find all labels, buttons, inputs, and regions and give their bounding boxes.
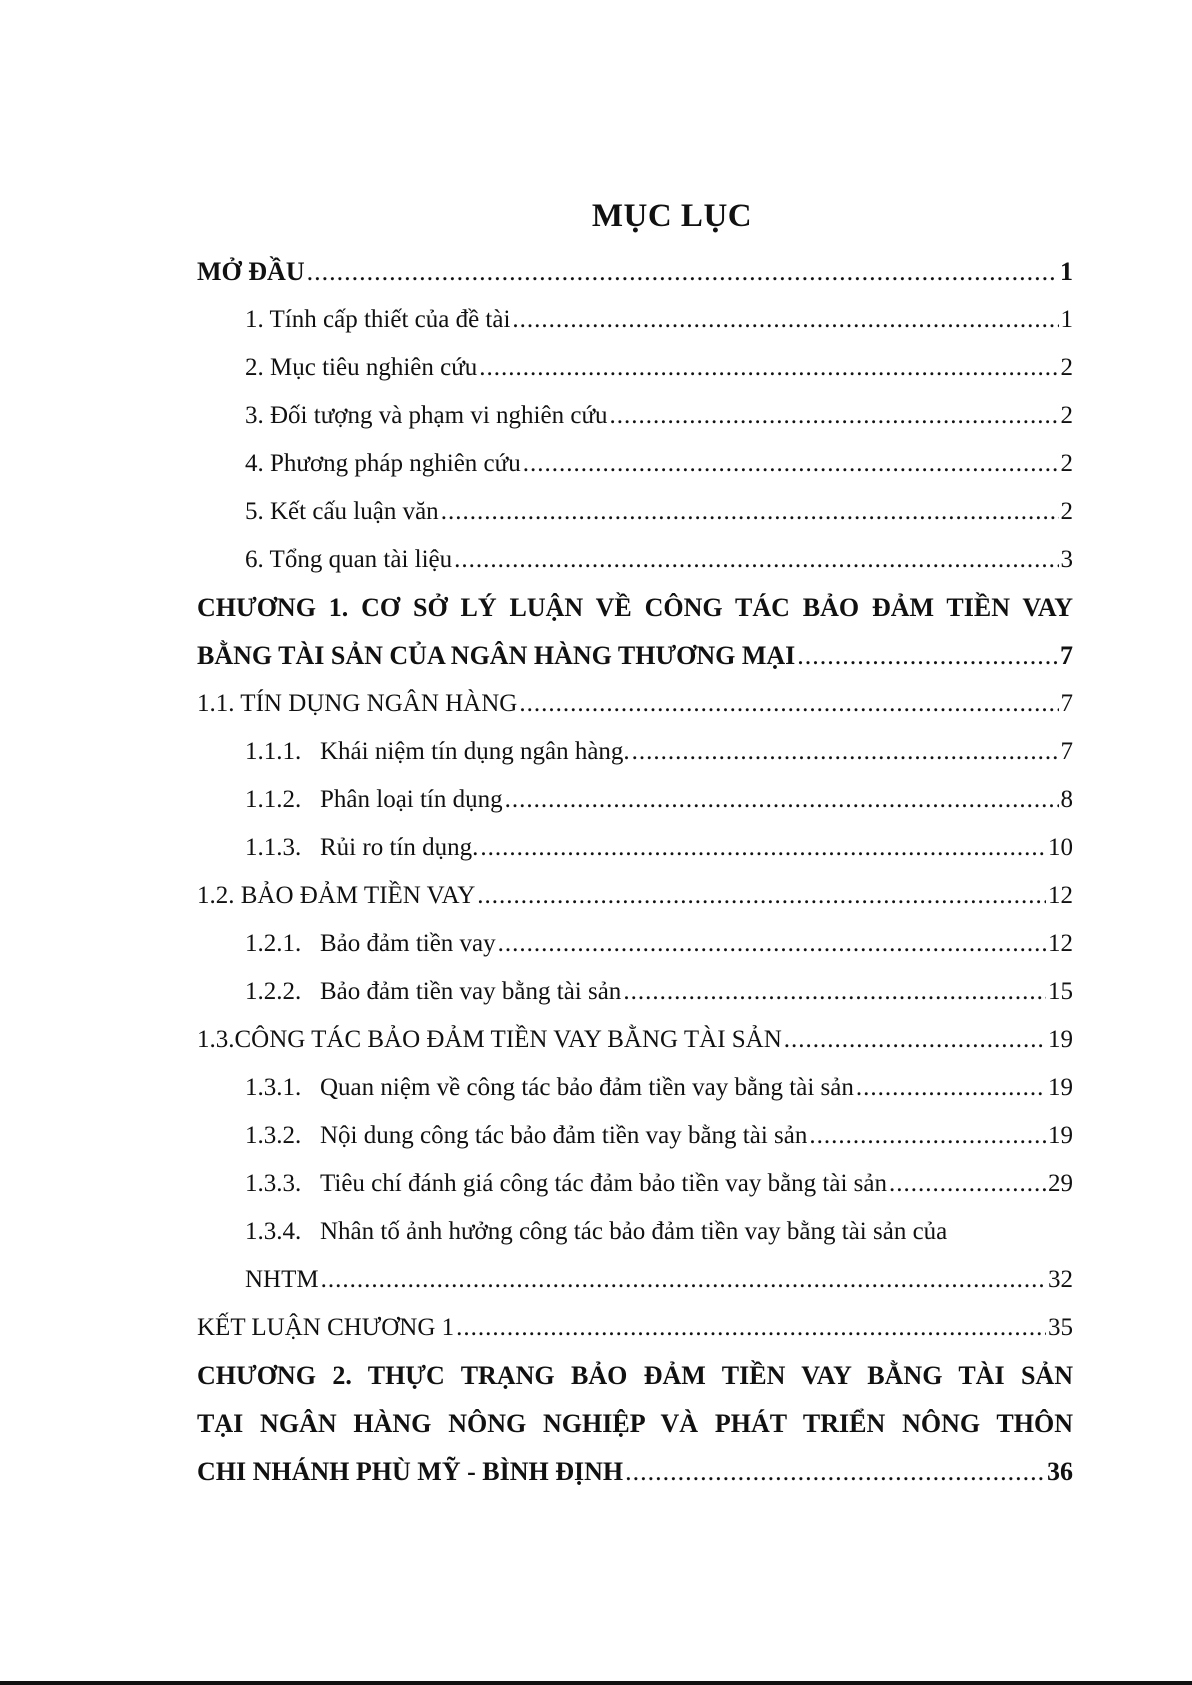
- toc-page-number: 7: [1060, 641, 1073, 670]
- leader-dots: [809, 1112, 1046, 1160]
- leader-dots: [479, 344, 1058, 392]
- toc-entry: [197, 392, 1073, 440]
- toc-entry-label: MỞ ĐẦU: [197, 257, 305, 286]
- toc-entry-label: Rủi ro tín dụng.: [320, 834, 479, 861]
- toc-entry-label: NHTM: [245, 1266, 319, 1293]
- toc-entry-label: Phân loại tín dụng: [320, 786, 503, 813]
- toc-entry: [197, 680, 1073, 728]
- toc-entry-label: BẰNG TÀI SẢN CỦA NGÂN HÀNG THƯƠNG MẠI: [197, 641, 796, 670]
- toc-title: MỤC LỤC: [591, 198, 753, 234]
- leader-dots: [512, 296, 1058, 344]
- toc-entry-label: 1.3.CÔNG TÁC BẢO ĐẢM TIỀN VAY BẰNG TÀI SẢN: [197, 1026, 782, 1053]
- toc-entry: [197, 440, 1073, 488]
- toc-page-number: 8: [1060, 786, 1073, 813]
- toc-page-number: 2: [1060, 450, 1073, 477]
- leader-dots: [456, 1304, 1046, 1352]
- toc-entry: [197, 1064, 1073, 1112]
- leader-dots: [632, 728, 1059, 776]
- toc-entry: [197, 344, 1073, 392]
- toc-section-number: 1.3.4.: [245, 1218, 302, 1245]
- toc-entry-label: Bảo đảm tiền vay: [320, 930, 496, 957]
- toc-section-number: 1.3.2.: [245, 1122, 302, 1149]
- toc-entry-label: Khái niệm tín dụng ngân hàng.: [320, 738, 630, 765]
- toc-page-number: 19: [1048, 1026, 1073, 1053]
- leader-dots: [623, 968, 1046, 1016]
- toc-entry: [197, 728, 1073, 776]
- table-of-contents: [197, 190, 1073, 1496]
- toc-entry-line: [197, 1208, 1073, 1256]
- toc-page-number: 36: [1047, 1457, 1073, 1486]
- leader-dots: [523, 440, 1059, 488]
- toc-chapter-heading-line: TẠI NGÂN HÀNG NÔNG NGHIỆP VÀ PHÁT TRIỂN NÔNG THÔN: [197, 1409, 1073, 1438]
- toc-entry-label: 3. Đối tượng và phạm vi nghiên cứu: [245, 402, 608, 429]
- leader-dots: [480, 824, 1046, 872]
- leader-dots: [498, 920, 1046, 968]
- leader-dots: [625, 1448, 1045, 1496]
- toc-section-number: 1.1.1.: [245, 738, 302, 765]
- toc-entry-label: 1. Tính cấp thiết của đề tài: [245, 306, 511, 333]
- leader-dots: [519, 680, 1058, 728]
- toc-entry-label: Tiêu chí đánh giá công tác đảm bảo tiền vay bằng tài sản: [320, 1170, 887, 1197]
- toc-entry: [197, 488, 1073, 536]
- leader-dots: [307, 248, 1058, 296]
- toc-entry-label: 4. Phương pháp nghiên cứu: [245, 450, 521, 477]
- toc-page-number: 19: [1048, 1074, 1073, 1101]
- toc-page-number: 7: [1060, 690, 1073, 717]
- toc-entry-label: 2. Mục tiêu nghiên cứu: [245, 354, 478, 381]
- toc-page-number: 7: [1060, 738, 1073, 765]
- toc-page-number: 35: [1048, 1314, 1073, 1341]
- toc-page-number: 19: [1048, 1122, 1073, 1149]
- toc-entry-label: Quan niệm về công tác bảo đảm tiền vay bằng tài sản: [320, 1074, 854, 1101]
- toc-entry: [197, 1016, 1073, 1064]
- toc-entry-label: 5. Kết cấu luận văn: [245, 498, 439, 525]
- toc-entry-label: 1.1. TÍN DỤNG NGÂN HÀNG: [197, 690, 518, 717]
- leader-dots: [797, 632, 1058, 680]
- leader-dots: [610, 392, 1059, 440]
- toc-page-number: 12: [1048, 930, 1073, 957]
- toc-page-number: 2: [1060, 402, 1073, 429]
- toc-entry-label: CHI NHÁNH PHÙ MỸ - BÌNH ĐỊNH: [197, 1457, 624, 1486]
- toc-entry-label: Bảo đảm tiền vay bằng tài sản: [320, 978, 622, 1005]
- toc-entry-label: Nội dung công tác bảo đảm tiền vay bằng tài sản: [320, 1122, 808, 1149]
- toc-page-number: 10: [1048, 834, 1073, 861]
- toc-section-number: 1.3.3.: [245, 1170, 302, 1197]
- toc-entry: [197, 1304, 1073, 1352]
- toc-entry: [197, 776, 1073, 824]
- leader-dots: [784, 1016, 1046, 1064]
- toc-entry: [197, 1448, 1073, 1496]
- toc-page-number: 1: [1060, 257, 1073, 286]
- toc-page-number: 3: [1060, 546, 1073, 573]
- toc-entry-label: KẾT LUẬN CHƯƠNG 1: [197, 1314, 455, 1341]
- leader-dots: [477, 872, 1046, 920]
- toc-entry-label: 1.2. BẢO ĐẢM TIỀN VAY: [197, 882, 476, 909]
- toc-entry-label: Nhân tố ảnh hưởng công tác bảo đảm tiền vay bằng tài sản của: [320, 1218, 948, 1245]
- toc-page-number: 32: [1048, 1266, 1073, 1293]
- leader-dots: [505, 776, 1059, 824]
- toc-page-number: 1: [1060, 306, 1073, 333]
- toc-entry: [197, 824, 1073, 872]
- toc-entry: [197, 920, 1073, 968]
- toc-section-number: 1.3.1.: [245, 1074, 302, 1101]
- toc-page-number: 2: [1060, 498, 1073, 525]
- toc-page-number: 2: [1060, 354, 1073, 381]
- leader-dots: [856, 1064, 1046, 1112]
- toc-section-number: 1.1.2.: [245, 786, 302, 813]
- toc-section-number: 1.1.3.: [245, 834, 302, 861]
- toc-page-number: 29: [1048, 1170, 1073, 1197]
- toc-entry: [197, 248, 1073, 296]
- leader-dots: [889, 1160, 1046, 1208]
- toc-entry: [197, 632, 1073, 680]
- leader-dots: [454, 536, 1058, 584]
- bottom-edge-bar: [0, 1681, 1192, 1685]
- leader-dots: [441, 488, 1059, 536]
- toc-page-number: 15: [1048, 978, 1073, 1005]
- toc-chapter-heading-line: CHƯƠNG 2. THỰC TRẠNG BẢO ĐẢM TIỀN VAY BẰNG TÀI SẢN: [197, 1361, 1073, 1390]
- toc-entry: [197, 296, 1073, 344]
- leader-dots: [321, 1256, 1046, 1304]
- toc-section-number: 1.2.2.: [245, 978, 302, 1005]
- toc-section-number: 1.2.1.: [245, 930, 302, 957]
- toc-entry: [197, 968, 1073, 1016]
- toc-entry: [197, 1256, 1073, 1304]
- toc-entry: [197, 1160, 1073, 1208]
- toc-page-number: 12: [1048, 882, 1073, 909]
- toc-entry-label: 6. Tổng quan tài liệu: [245, 546, 453, 573]
- toc-entry: [197, 536, 1073, 584]
- toc-entry: [197, 1112, 1073, 1160]
- toc-chapter-heading-line: CHƯƠNG 1. CƠ SỞ LÝ LUẬN VỀ CÔNG TÁC BẢO ĐẢM TIỀN VAY: [197, 593, 1073, 622]
- toc-entry: [197, 872, 1073, 920]
